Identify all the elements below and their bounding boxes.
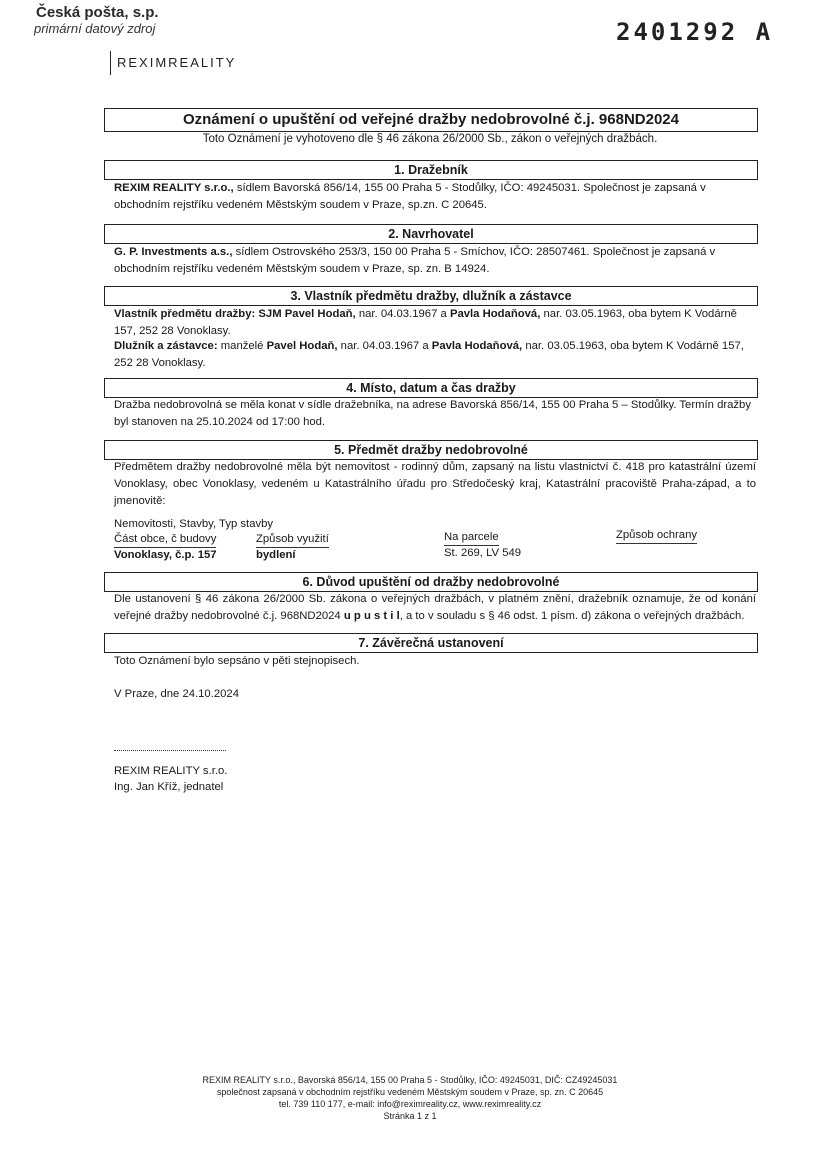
property-header-parcel: Na parcele [444,529,499,546]
auctioneer-name: REXIM REALITY s.r.o., [114,182,234,194]
postal-stamp-title: Česká pošta, s.p. [36,4,159,21]
debtor-name-1: Pavel Hodaň, [266,340,338,352]
document-number: 2401292 A [616,18,774,46]
debtor-label: Dlužník a zástavce: [114,340,218,352]
auctioneer-details: sídlem Bavorská 856/14, 155 00 Praha 5 - Stodůlky, IČO: 49245031. Společnost je zapsaná v obchodním rejstříku vedeném Městským soudem v Praze, sp.zn. C 20645. [114,182,706,211]
signature-line [114,750,226,751]
property-row-usage: bydlení [256,549,296,561]
footer-line-2: společnost zapsaná v obchodním rejstříku vedeném Městským soudem v Praze, sp. zn. C 20645 [216,1087,604,1097]
postal-stamp-subtitle: primární datový zdroj [34,21,156,36]
section-2-heading: 2. Navrhovatel [104,224,758,244]
place-and-date: V Praze, dne 24.10.2024 [114,688,239,700]
owner-name-2: Pavla Hodaňová, [449,308,541,320]
section-1-heading: 1. Dražebník [104,160,758,180]
section-6-emphasis: u p u s t i l [343,610,400,622]
section-2-text [114,244,756,278]
debtor-name-2: Pavla Hodaňová, [431,340,523,352]
section-6-text [114,591,756,625]
section-6-text-pre: Dle ustanovení § 46 zákona 26/2000 Sb. zákona o veřejných dražbách, v platném znění, dražebník oznamuje, že od konání veřejné dražby nedobrovolné č.j. 968ND2024 [114,593,756,622]
section-4-text: Dražba nedobrovolná se měla konat v sídle dražebníka, na adrese Bavorská 856/14, 155 00 Praha 5 – Stodůlky. Termín dražby byl stanoven na 25.10.2024 od 17:00 hod. [114,399,751,428]
section-5-heading: 5. Předmět dražby nedobrovolné [104,440,758,460]
section-7-text: Toto Oznámení bylo sepsáno v pěti stejnopisech. [114,655,360,667]
proposer-details: sídlem Ostrovského 253/3, 150 00 Praha 5 - Smíchov, IČO: 28507461. Společnost je zapsaná v obchodním rejstříku vedeném Městským soudem v Praze, sp. zn. B 14924. [114,246,716,275]
section-6-heading: 6. Důvod upuštění od dražby nedobrovolné [104,572,758,592]
section-4-heading: 4. Místo, datum a čas dražby [104,378,758,398]
property-table-caption: Nemovitosti, Stavby, Typ stavby [114,518,274,530]
owner-name-1: SJM Pavel Hodaň, [258,308,356,320]
footer-line-1: REXIM REALITY s.r.o., Bavorská 856/14, 155 00 Praha 5 - Stodůlky, IČO: 49245031, DIČ: CZ49245031 [202,1075,618,1085]
section-3-debtor-paragraph [114,338,756,372]
property-row-part: Vonoklasy, č.p. 157 [114,549,217,561]
owner-address: nar. 03.05.1963, oba bytem K Vodárně 157, 252 28 Vonoklasy. [114,308,737,337]
owner-dob-1: nar. 04.03.1967 a [355,308,450,320]
section-1-text [114,180,756,214]
debtor-prefix: manželé [217,340,267,352]
section-3-owner-paragraph [114,306,756,340]
property-header-protection: Způsob ochrany [616,527,697,544]
property-header-part: Část obce, č budovy [114,531,216,548]
section-6-text-post: , a to v souladu s § 46 odst. 1 písm. d) zákona o veřejných dražbách. [399,610,745,622]
footer-line-3: tel. 739 110 177, e-mail: info@reximreality.cz, www.reximreality.cz [278,1099,542,1109]
debtor-address: nar. 03.05.1963, oba bytem K Vodárně 157, 252 28 Vonoklasy. [114,340,744,369]
document-subtitle: Toto Oznámení je vyhotoveno dle § 46 zákona 26/2000 Sb., zákon o veřejných dražbách. [202,133,658,145]
footer-page-number: Stránka 1 z 1 [383,1111,437,1121]
property-row-parcel: St. 269, LV 549 [444,547,522,559]
property-header-usage: Způsob využití [256,531,329,548]
proposer-name: G. P. Investments a.s., [114,246,233,258]
signature-person: Ing. Jan Kříž, jednatel [114,781,224,793]
section-5-text: Předmětem dražby nedobrovolné měla být nemovitost - rodinný dům, zapsaný na listu vlastnictví č. 418 pro katastrální území Vonoklasy, obec Vonoklasy, vedeném u Katastrálního úřadu pro Středočeský kraj, Katastrální pracoviště Praha-západ, a to jmenovitě: [114,461,756,507]
owner-label: Vlastník předmětu dražby: [114,308,256,320]
debtor-dob-1: nar. 04.03.1967 a [337,340,432,352]
signature-company: REXIM REALITY s.r.o. [114,765,228,777]
document-title: Oznámení o upuštění od veřejné dražby nedobrovolné č.j. 968ND2024 [104,108,758,132]
company-logo: REXIMREALITY [110,51,236,75]
section-7-heading: 7. Závěrečná ustanovení [104,633,758,653]
section-3-heading: 3. Vlastník předmětu dražby, dlužník a zástavce [104,286,758,306]
